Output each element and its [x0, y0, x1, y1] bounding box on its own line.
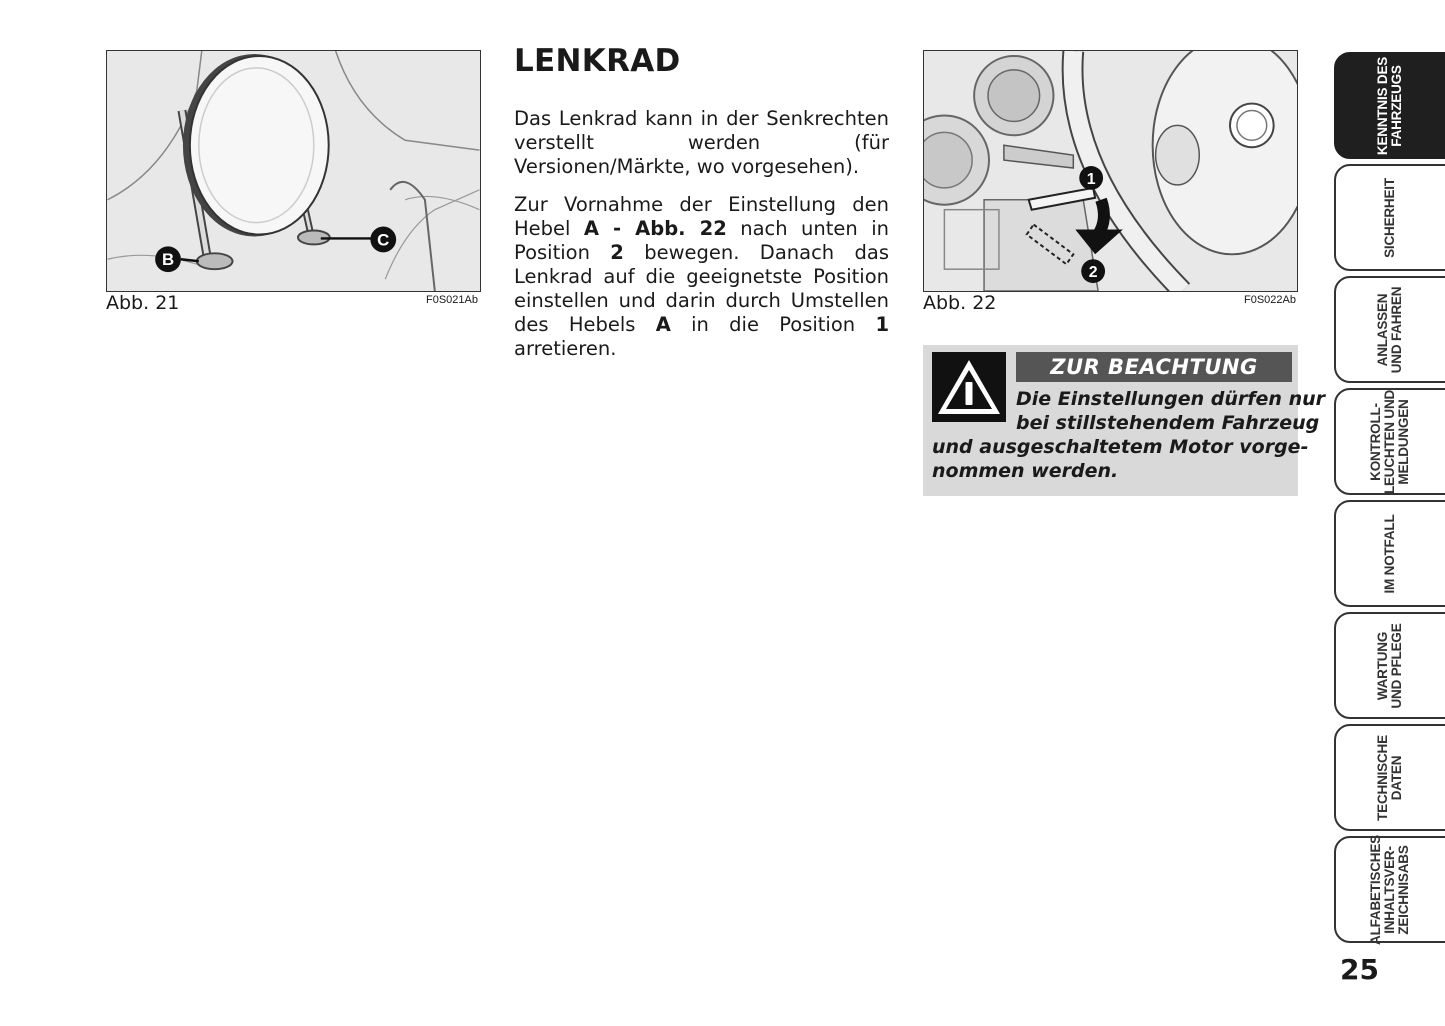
tab-alfabetisches-inhaltsverzeichnis[interactable]	[1334, 836, 1445, 943]
tab-sicherheit[interactable]	[1334, 164, 1445, 271]
paragraph-2-part-a: Zur Vornahme der Einstellung den Hebel	[514, 193, 889, 240]
tab-label: ANLASSEN UND FAHREN	[1375, 286, 1404, 374]
figure-22-code: F0S022Ab	[1244, 294, 1296, 306]
page-number: 25	[1340, 953, 1379, 986]
paragraph-1	[514, 107, 889, 179]
figure-22-image	[923, 50, 1298, 292]
paragraph-1-text: Das Lenkrad kann in der Senkrechten verstellt werden (für Versionen/Märkte, wo vorgesehen).	[514, 107, 889, 178]
figure-21-label-c: C	[377, 230, 390, 250]
tab-label: SICHERHEIT	[1382, 178, 1397, 258]
tab-wartung-und-pflege[interactable]	[1334, 612, 1445, 719]
tab-technische-daten[interactable]	[1334, 724, 1445, 831]
warning-box	[923, 345, 1326, 496]
figure-21-code: F0S021Ab	[426, 294, 478, 306]
warning-triangle-icon	[932, 352, 1006, 422]
paragraph-2-part-e: bewegen. Danach das Lenkrad auf die geeignetste Position einstellen und darin durch Umstellen des Hebels	[514, 241, 889, 336]
tab-label: IM NOTFALL	[1382, 514, 1397, 594]
steering-column-illustration	[107, 51, 480, 291]
figure-21-label-b: B	[161, 250, 175, 270]
warning-line-1: Die Einstellungen dürfen nur	[1016, 388, 1326, 410]
warning-title: ZUR BEACHTUNG	[1016, 352, 1292, 382]
figure-21-caption: Abb. 21	[106, 292, 180, 314]
tab-im-notfall[interactable]	[1334, 500, 1445, 607]
tab-label: WARTUNG UND PFLEGE	[1375, 623, 1404, 709]
paragraph-2-part-g: in die Position	[670, 313, 876, 336]
figure-22-label-1: 1	[1086, 170, 1096, 188]
paragraph-2	[514, 193, 889, 361]
paragraph-2-position-1: 1	[875, 313, 890, 336]
paragraph-2-position-2: 2	[610, 241, 624, 264]
paragraph-2-ref-figure: A - Abb. 22	[583, 217, 727, 240]
paragraph-2-part-i: arretieren.	[514, 337, 617, 360]
tab-kontrollleuchten-und-meldungen[interactable]	[1334, 388, 1445, 495]
tab-label: TECHNISCHE DATEN	[1375, 735, 1404, 821]
tab-kenntnis-des-fahrzeugs[interactable]	[1334, 52, 1445, 159]
tab-label: ALFABETISCHES INHALTSVER- ZEICHNISABS	[1368, 835, 1411, 945]
warning-line-2: bei stillstehendem Fahrzeug	[1016, 412, 1320, 434]
figure-22-label-2: 2	[1088, 264, 1098, 282]
figure-21-image	[106, 50, 481, 292]
page-title: LENKRAD	[514, 43, 681, 79]
warning-line-3: und ausgeschaltetem Motor vorge-	[932, 436, 1309, 458]
tab-label: KONTROLL- LEUCHTEN UND MELDUNGEN	[1368, 389, 1411, 495]
figure-22-caption: Abb. 22	[923, 292, 997, 314]
tab-anlassen-und-fahren[interactable]	[1334, 276, 1445, 383]
steering-lever-illustration	[924, 51, 1297, 291]
warning-line-4: nommen werden.	[932, 460, 1119, 482]
paragraph-2-part-c: nach unten in Position	[514, 217, 889, 264]
paragraph-2-lever-a: A	[655, 313, 671, 336]
tab-label: KENNTNIS DES FAHRZEUGS	[1375, 56, 1404, 156]
